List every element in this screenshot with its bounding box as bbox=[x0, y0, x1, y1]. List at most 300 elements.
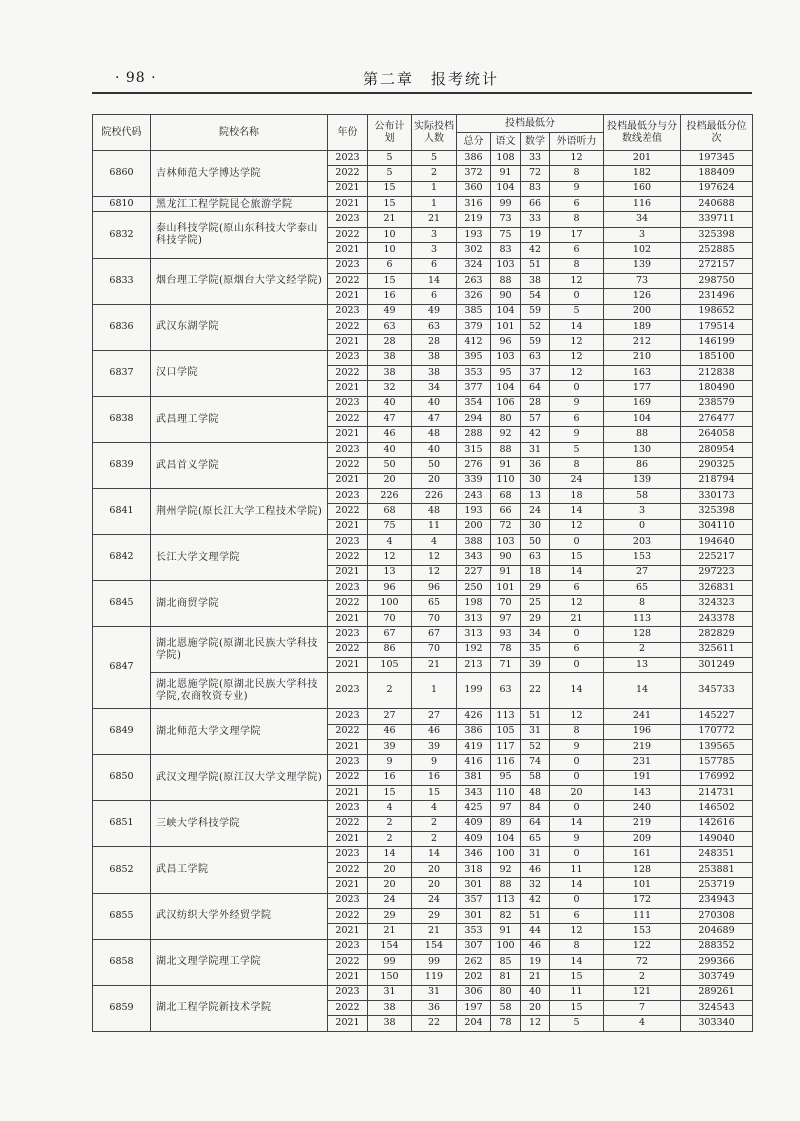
cell-diff: 7 bbox=[604, 1001, 681, 1016]
cell-total: 419 bbox=[457, 739, 491, 754]
cell-year: 2021 bbox=[328, 243, 368, 258]
cell-rank: 298750 bbox=[681, 273, 753, 288]
cell-total: 243 bbox=[457, 488, 491, 503]
cell-english: 5 bbox=[550, 442, 604, 457]
cell-actual: 12 bbox=[412, 565, 457, 580]
cell-actual: 63 bbox=[412, 319, 457, 334]
cell-chinese: 88 bbox=[491, 273, 521, 288]
cell-rank: 146502 bbox=[681, 801, 753, 816]
cell-rank: 185100 bbox=[681, 350, 753, 365]
cell-total: 381 bbox=[457, 770, 491, 785]
cell-plan: 50 bbox=[368, 458, 412, 473]
cell-actual: 48 bbox=[412, 427, 457, 442]
cell-total: 339 bbox=[457, 473, 491, 488]
cell-total: 354 bbox=[457, 396, 491, 411]
cell-total: 324 bbox=[457, 258, 491, 273]
table-row bbox=[93, 939, 753, 954]
cell-diff: 86 bbox=[604, 458, 681, 473]
cell-year: 2021 bbox=[328, 381, 368, 396]
cell-chinese: 89 bbox=[491, 816, 521, 831]
cell-chinese: 90 bbox=[491, 289, 521, 304]
cell-diff: 219 bbox=[604, 739, 681, 754]
cell-rank: 142616 bbox=[681, 816, 753, 831]
cell-english: 12 bbox=[550, 366, 604, 381]
cell-diff: 177 bbox=[604, 381, 681, 396]
cell-english: 0 bbox=[550, 657, 604, 672]
cell-total: 200 bbox=[457, 519, 491, 534]
cell-chinese: 92 bbox=[491, 862, 521, 877]
cell-math: 37 bbox=[521, 366, 550, 381]
cell-actual: 27 bbox=[412, 709, 457, 724]
cell-plan: 16 bbox=[368, 289, 412, 304]
school-code: 6842 bbox=[93, 534, 151, 580]
cell-diff: 102 bbox=[604, 243, 681, 258]
cell-rank: 325611 bbox=[681, 642, 753, 657]
cell-actual: 20 bbox=[412, 862, 457, 877]
cell-total: 301 bbox=[457, 908, 491, 923]
header-chinese: 语文 bbox=[491, 133, 521, 151]
cell-year: 2022 bbox=[328, 319, 368, 334]
cell-plan: 39 bbox=[368, 739, 412, 754]
cell-plan: 38 bbox=[368, 366, 412, 381]
cell-diff: 34 bbox=[604, 212, 681, 227]
cell-plan: 40 bbox=[368, 442, 412, 457]
cell-year: 2022 bbox=[328, 642, 368, 657]
cell-plan: 21 bbox=[368, 212, 412, 227]
cell-actual: 3 bbox=[412, 227, 457, 242]
cell-english: 9 bbox=[550, 832, 604, 847]
cell-math: 66 bbox=[521, 197, 550, 212]
cell-year: 2021 bbox=[328, 427, 368, 442]
cell-math: 42 bbox=[521, 427, 550, 442]
cell-plan: 38 bbox=[368, 350, 412, 365]
cell-year: 2022 bbox=[328, 366, 368, 381]
cell-english: 12 bbox=[550, 596, 604, 611]
cell-total: 353 bbox=[457, 366, 491, 381]
cell-rank: 325398 bbox=[681, 227, 753, 242]
cell-plan: 12 bbox=[368, 550, 412, 565]
cell-actual: 65 bbox=[412, 596, 457, 611]
cell-chinese: 91 bbox=[491, 458, 521, 473]
cell-english: 0 bbox=[550, 893, 604, 908]
cell-plan: 38 bbox=[368, 1016, 412, 1031]
cell-diff: 2 bbox=[604, 642, 681, 657]
cell-diff: 196 bbox=[604, 724, 681, 739]
cell-total: 395 bbox=[457, 350, 491, 365]
cell-chinese: 103 bbox=[491, 350, 521, 365]
cell-english: 14 bbox=[550, 878, 604, 893]
table-row bbox=[93, 847, 753, 862]
cell-diff: 240 bbox=[604, 801, 681, 816]
cell-math: 42 bbox=[521, 893, 550, 908]
cell-diff: 116 bbox=[604, 197, 681, 212]
cell-english: 12 bbox=[550, 350, 604, 365]
cell-total: 263 bbox=[457, 273, 491, 288]
page-number: · 98 · bbox=[115, 70, 157, 86]
school-name: 长江大学文理学院 bbox=[151, 534, 328, 580]
cell-total: 193 bbox=[457, 504, 491, 519]
cell-math: 74 bbox=[521, 755, 550, 770]
cell-plan: 10 bbox=[368, 243, 412, 258]
cell-english: 17 bbox=[550, 227, 604, 242]
cell-diff: 139 bbox=[604, 258, 681, 273]
cell-chinese: 71 bbox=[491, 657, 521, 672]
cell-rank: 301249 bbox=[681, 657, 753, 672]
cell-rank: 198652 bbox=[681, 304, 753, 319]
cell-total: 425 bbox=[457, 801, 491, 816]
cell-rank: 238579 bbox=[681, 396, 753, 411]
cell-math: 63 bbox=[521, 350, 550, 365]
cell-actual: 49 bbox=[412, 304, 457, 319]
cell-actual: 31 bbox=[412, 985, 457, 1000]
cell-chinese: 117 bbox=[491, 739, 521, 754]
cell-english: 12 bbox=[550, 519, 604, 534]
cell-total: 357 bbox=[457, 893, 491, 908]
cell-math: 72 bbox=[521, 166, 550, 181]
cell-total: 219 bbox=[457, 212, 491, 227]
cell-diff: 191 bbox=[604, 770, 681, 785]
school-name: 吉林师范大学博达学院 bbox=[151, 151, 328, 197]
cell-diff: 182 bbox=[604, 166, 681, 181]
cell-chinese: 101 bbox=[491, 581, 521, 596]
cell-total: 192 bbox=[457, 642, 491, 657]
cell-actual: 96 bbox=[412, 581, 457, 596]
cell-math: 35 bbox=[521, 642, 550, 657]
table-row bbox=[93, 350, 753, 365]
cell-rank: 289261 bbox=[681, 985, 753, 1000]
cell-year: 2021 bbox=[328, 565, 368, 580]
cell-year: 2023 bbox=[328, 893, 368, 908]
cell-year: 2022 bbox=[328, 816, 368, 831]
cell-total: 412 bbox=[457, 335, 491, 350]
cell-actual: 29 bbox=[412, 908, 457, 923]
cell-rank: 248351 bbox=[681, 847, 753, 862]
cell-english: 15 bbox=[550, 970, 604, 985]
cell-english: 6 bbox=[550, 581, 604, 596]
cell-actual: 24 bbox=[412, 893, 457, 908]
table-body bbox=[93, 151, 753, 1032]
cell-english: 0 bbox=[550, 381, 604, 396]
cell-total: 343 bbox=[457, 550, 491, 565]
cell-actual: 15 bbox=[412, 786, 457, 801]
cell-english: 8 bbox=[550, 458, 604, 473]
cell-actual: 119 bbox=[412, 970, 457, 985]
table-row bbox=[93, 488, 753, 503]
cell-math: 39 bbox=[521, 657, 550, 672]
cell-chinese: 99 bbox=[491, 197, 521, 212]
cell-actual: 1 bbox=[412, 197, 457, 212]
cell-plan: 68 bbox=[368, 504, 412, 519]
cell-rank: 303340 bbox=[681, 1016, 753, 1031]
cell-year: 2021 bbox=[328, 289, 368, 304]
cell-chinese: 91 bbox=[491, 565, 521, 580]
cell-english: 8 bbox=[550, 258, 604, 273]
cell-rank: 253719 bbox=[681, 878, 753, 893]
cell-rank: 188409 bbox=[681, 166, 753, 181]
table-row bbox=[93, 396, 753, 411]
cell-year: 2023 bbox=[328, 534, 368, 549]
cell-year: 2022 bbox=[328, 770, 368, 785]
cell-plan: 2 bbox=[368, 832, 412, 847]
cell-chinese: 93 bbox=[491, 627, 521, 642]
cell-diff: 0 bbox=[604, 519, 681, 534]
cell-total: 306 bbox=[457, 985, 491, 1000]
cell-year: 2023 bbox=[328, 581, 368, 596]
school-name: 湖北商贸学院 bbox=[151, 581, 328, 627]
cell-total: 193 bbox=[457, 227, 491, 242]
cell-plan: 20 bbox=[368, 473, 412, 488]
cell-chinese: 103 bbox=[491, 258, 521, 273]
cell-plan: 96 bbox=[368, 581, 412, 596]
cell-rank: 176992 bbox=[681, 770, 753, 785]
cell-total: 198 bbox=[457, 596, 491, 611]
cell-diff: 161 bbox=[604, 847, 681, 862]
cell-actual: 6 bbox=[412, 289, 457, 304]
school-code: 6860 bbox=[93, 151, 151, 197]
cell-rank: 325398 bbox=[681, 504, 753, 519]
cell-english: 9 bbox=[550, 181, 604, 196]
cell-chinese: 80 bbox=[491, 412, 521, 427]
cell-year: 2022 bbox=[328, 862, 368, 877]
cell-plan: 15 bbox=[368, 181, 412, 196]
cell-math: 20 bbox=[521, 1001, 550, 1016]
cell-year: 2022 bbox=[328, 724, 368, 739]
cell-year: 2023 bbox=[328, 939, 368, 954]
cell-total: 288 bbox=[457, 427, 491, 442]
cell-actual: 20 bbox=[412, 473, 457, 488]
cell-chinese: 66 bbox=[491, 504, 521, 519]
school-name: 武昌首义学院 bbox=[151, 442, 328, 488]
cell-year: 2022 bbox=[328, 550, 368, 565]
cell-plan: 6 bbox=[368, 258, 412, 273]
cell-plan: 49 bbox=[368, 304, 412, 319]
header-year: 年份 bbox=[328, 115, 368, 151]
header-name: 院校名称 bbox=[151, 115, 328, 151]
cell-diff: 2 bbox=[604, 970, 681, 985]
cell-math: 33 bbox=[521, 151, 550, 166]
cell-year: 2023 bbox=[328, 985, 368, 1000]
cell-year: 2023 bbox=[328, 442, 368, 457]
school-code: 6810 bbox=[93, 197, 151, 212]
cell-total: 318 bbox=[457, 862, 491, 877]
school-code: 6852 bbox=[93, 847, 151, 893]
cell-math: 40 bbox=[521, 985, 550, 1000]
cell-math: 28 bbox=[521, 396, 550, 411]
cell-year: 2021 bbox=[328, 924, 368, 939]
cell-english: 6 bbox=[550, 243, 604, 258]
cell-rank: 204689 bbox=[681, 924, 753, 939]
school-name: 荆州学院(原长江大学工程技术学院) bbox=[151, 488, 328, 534]
cell-total: 386 bbox=[457, 724, 491, 739]
cell-plan: 40 bbox=[368, 396, 412, 411]
cell-chinese: 103 bbox=[491, 534, 521, 549]
cell-chinese: 73 bbox=[491, 212, 521, 227]
cell-plan: 70 bbox=[368, 611, 412, 626]
cell-chinese: 110 bbox=[491, 786, 521, 801]
school-name: 湖北文理学院理工学院 bbox=[151, 939, 328, 985]
cell-chinese: 63 bbox=[491, 673, 521, 709]
cell-actual: 6 bbox=[412, 258, 457, 273]
cell-diff: 241 bbox=[604, 709, 681, 724]
cell-math: 31 bbox=[521, 442, 550, 457]
cell-total: 302 bbox=[457, 243, 491, 258]
cell-chinese: 113 bbox=[491, 709, 521, 724]
cell-actual: 226 bbox=[412, 488, 457, 503]
cell-rank: 243378 bbox=[681, 611, 753, 626]
cell-rank: 234943 bbox=[681, 893, 753, 908]
cell-chinese: 100 bbox=[491, 939, 521, 954]
cell-math: 59 bbox=[521, 304, 550, 319]
school-code: 6836 bbox=[93, 304, 151, 350]
cell-total: 385 bbox=[457, 304, 491, 319]
cell-year: 2023 bbox=[328, 673, 368, 709]
cell-rank: 339711 bbox=[681, 212, 753, 227]
cell-plan: 100 bbox=[368, 596, 412, 611]
cell-actual: 21 bbox=[412, 657, 457, 672]
cell-rank: 276477 bbox=[681, 412, 753, 427]
cell-rank: 280954 bbox=[681, 442, 753, 457]
cell-rank: 170772 bbox=[681, 724, 753, 739]
cell-total: 227 bbox=[457, 565, 491, 580]
cell-math: 31 bbox=[521, 847, 550, 862]
cell-total: 294 bbox=[457, 412, 491, 427]
cell-chinese: 97 bbox=[491, 611, 521, 626]
cell-actual: 3 bbox=[412, 243, 457, 258]
header-rule bbox=[92, 92, 752, 94]
cell-year: 2022 bbox=[328, 227, 368, 242]
cell-chinese: 97 bbox=[491, 801, 521, 816]
cell-english: 8 bbox=[550, 212, 604, 227]
cell-year: 2022 bbox=[328, 273, 368, 288]
cell-total: 199 bbox=[457, 673, 491, 709]
cell-year: 2021 bbox=[328, 335, 368, 350]
school-code: 6832 bbox=[93, 212, 151, 258]
cell-year: 2023 bbox=[328, 801, 368, 816]
cell-plan: 13 bbox=[368, 565, 412, 580]
cell-diff: 231 bbox=[604, 755, 681, 770]
cell-diff: 121 bbox=[604, 985, 681, 1000]
table-row bbox=[93, 151, 753, 166]
cell-plan: 5 bbox=[368, 166, 412, 181]
cell-english: 14 bbox=[550, 565, 604, 580]
table-row bbox=[93, 709, 753, 724]
cell-total: 379 bbox=[457, 319, 491, 334]
cell-plan: 28 bbox=[368, 335, 412, 350]
cell-english: 12 bbox=[550, 709, 604, 724]
school-code: 6837 bbox=[93, 350, 151, 396]
cell-diff: 128 bbox=[604, 862, 681, 877]
school-name: 黑龙江工程学院昆仑旅游学院 bbox=[151, 197, 328, 212]
cell-actual: 1 bbox=[412, 181, 457, 196]
cell-plan: 15 bbox=[368, 273, 412, 288]
cell-diff: 14 bbox=[604, 673, 681, 709]
cell-year: 2022 bbox=[328, 1001, 368, 1016]
cell-math: 48 bbox=[521, 786, 550, 801]
header-rank: 投档最低分位次 bbox=[681, 115, 753, 151]
cell-math: 31 bbox=[521, 724, 550, 739]
cell-rank: 324543 bbox=[681, 1001, 753, 1016]
cell-plan: 32 bbox=[368, 381, 412, 396]
cell-english: 12 bbox=[550, 273, 604, 288]
cell-diff: 128 bbox=[604, 627, 681, 642]
cell-diff: 203 bbox=[604, 534, 681, 549]
cell-rank: 270308 bbox=[681, 908, 753, 923]
cell-math: 57 bbox=[521, 412, 550, 427]
cell-math: 36 bbox=[521, 458, 550, 473]
table-row bbox=[93, 627, 753, 642]
cell-chinese: 108 bbox=[491, 151, 521, 166]
cell-actual: 40 bbox=[412, 442, 457, 457]
cell-rank: 303749 bbox=[681, 970, 753, 985]
cell-rank: 157785 bbox=[681, 755, 753, 770]
cell-actual: 11 bbox=[412, 519, 457, 534]
table-row bbox=[93, 258, 753, 273]
cell-plan: 29 bbox=[368, 908, 412, 923]
cell-math: 54 bbox=[521, 289, 550, 304]
cell-math: 46 bbox=[521, 939, 550, 954]
cell-rank: 197345 bbox=[681, 151, 753, 166]
cell-total: 301 bbox=[457, 878, 491, 893]
header-total: 总分 bbox=[457, 133, 491, 151]
cell-rank: 345733 bbox=[681, 673, 753, 709]
cell-english: 9 bbox=[550, 427, 604, 442]
cell-year: 2021 bbox=[328, 786, 368, 801]
cell-english: 0 bbox=[550, 534, 604, 549]
cell-diff: 88 bbox=[604, 427, 681, 442]
cell-math: 84 bbox=[521, 801, 550, 816]
cell-actual: 12 bbox=[412, 550, 457, 565]
cell-math: 59 bbox=[521, 335, 550, 350]
cell-english: 12 bbox=[550, 924, 604, 939]
cell-plan: 10 bbox=[368, 227, 412, 242]
cell-plan: 154 bbox=[368, 939, 412, 954]
cell-total: 313 bbox=[457, 627, 491, 642]
cell-rank: 290325 bbox=[681, 458, 753, 473]
table-row bbox=[93, 801, 753, 816]
school-name: 武昌工学院 bbox=[151, 847, 328, 893]
cell-math: 52 bbox=[521, 319, 550, 334]
cell-math: 29 bbox=[521, 581, 550, 596]
cell-plan: 105 bbox=[368, 657, 412, 672]
cell-english: 9 bbox=[550, 396, 604, 411]
school-code: 6850 bbox=[93, 755, 151, 801]
cell-english: 8 bbox=[550, 939, 604, 954]
cell-chinese: 81 bbox=[491, 970, 521, 985]
header-actual: 实际投档人数 bbox=[412, 115, 457, 151]
cell-chinese: 85 bbox=[491, 954, 521, 969]
cell-total: 213 bbox=[457, 657, 491, 672]
cell-plan: 99 bbox=[368, 954, 412, 969]
cell-diff: 122 bbox=[604, 939, 681, 954]
cell-rank: 212838 bbox=[681, 366, 753, 381]
cell-actual: 2 bbox=[412, 166, 457, 181]
cell-actual: 40 bbox=[412, 396, 457, 411]
cell-chinese: 88 bbox=[491, 442, 521, 457]
cell-math: 51 bbox=[521, 709, 550, 724]
cell-plan: 2 bbox=[368, 816, 412, 831]
cell-english: 14 bbox=[550, 816, 604, 831]
cell-plan: 31 bbox=[368, 985, 412, 1000]
cell-rank: 264058 bbox=[681, 427, 753, 442]
cell-actual: 70 bbox=[412, 642, 457, 657]
cell-chinese: 104 bbox=[491, 304, 521, 319]
cell-plan: 2 bbox=[368, 673, 412, 709]
cell-chinese: 80 bbox=[491, 985, 521, 1000]
cell-diff: 139 bbox=[604, 473, 681, 488]
cell-total: 353 bbox=[457, 924, 491, 939]
cell-english: 20 bbox=[550, 786, 604, 801]
cell-rank: 145227 bbox=[681, 709, 753, 724]
